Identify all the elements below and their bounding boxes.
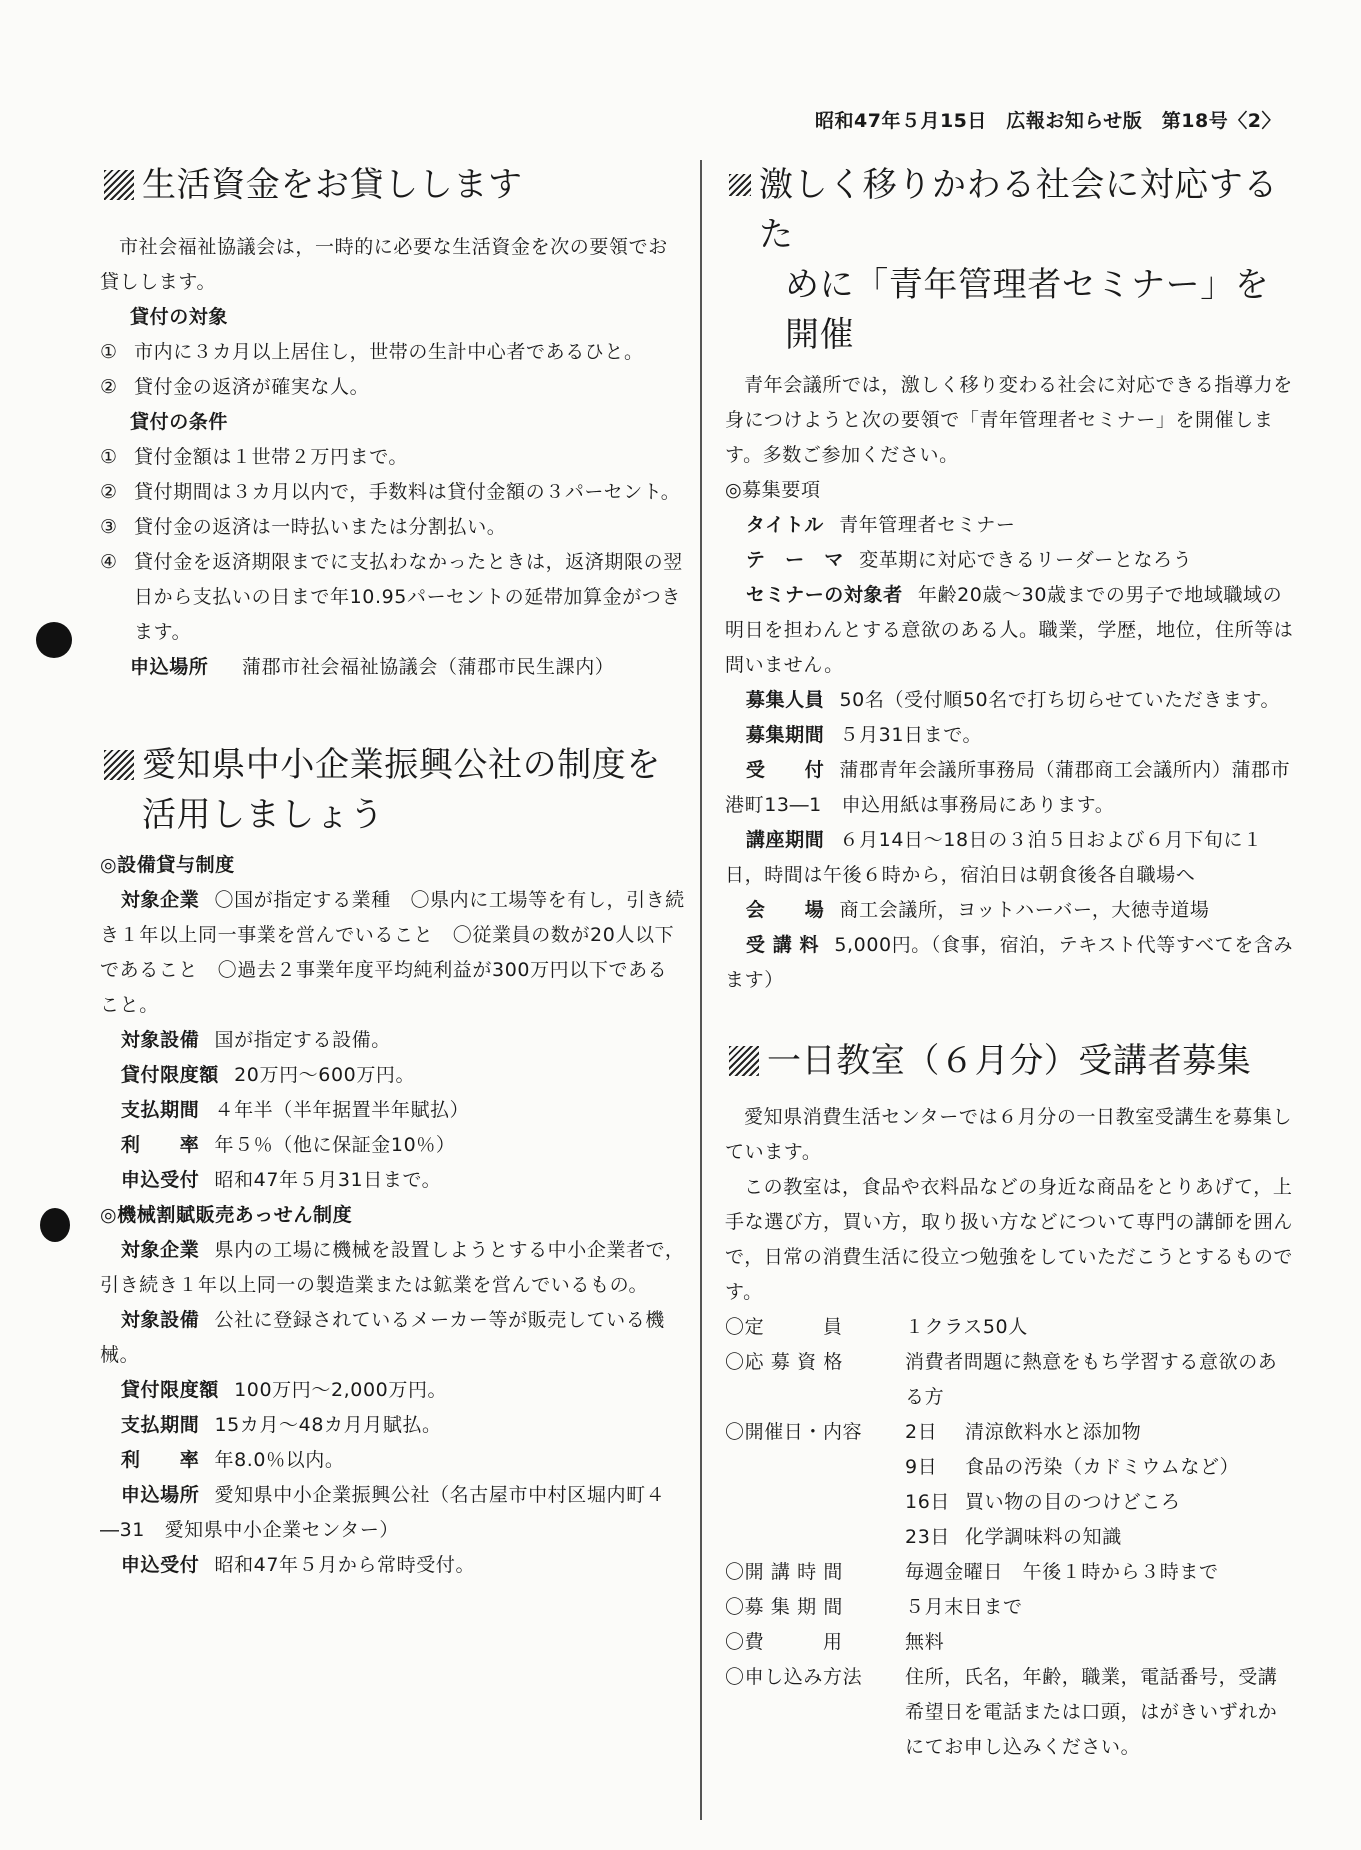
field-label: テ ー マ (745, 549, 844, 571)
list-item (100, 475, 685, 510)
section-title: 一日教室（６月分）受講者募集 (767, 1041, 1252, 1081)
field-row (725, 508, 1295, 543)
field-row (725, 543, 1295, 578)
subheading: ◎募集要項 (725, 479, 821, 501)
subheading: 貸付の条件 (130, 411, 229, 433)
info-row (725, 1660, 1295, 1765)
field-label: 対象設備 (120, 1309, 200, 1331)
field-value: 住所，氏名，年齢，職業，電話番号，受講希望日を電話または口頭，はがきいずれかにてお申し込みください。 (905, 1666, 1278, 1758)
field-value: ４年半（半年据置半年賦払） (214, 1099, 470, 1121)
list-item (100, 510, 685, 545)
field-label: 対象設備 (120, 1029, 200, 1051)
field-value: 年8.0％以内。 (214, 1449, 345, 1471)
field-label: 申込受付 (120, 1169, 200, 1191)
field-label: 〇応 募 資 格 (725, 1351, 843, 1373)
field-label: 〇費 用 (725, 1631, 843, 1653)
field-label: タイトル (745, 514, 824, 536)
item-number: ③ (100, 516, 118, 538)
item-text: 貸付金額は１世帯２万円まで。 (134, 446, 409, 468)
field-label: 〇申し込み方法 (725, 1666, 863, 1688)
hatch-icon (729, 1046, 759, 1076)
item-text: 市内に３カ月以上居住し，世帯の生計中心者であるひと。 (134, 341, 644, 363)
apply-line (100, 650, 685, 685)
field-value: 昭和47年５月31日まで。 (214, 1169, 442, 1191)
field-value: ５月末日まで (905, 1596, 1023, 1618)
schedule-day: 9日 (905, 1456, 938, 1478)
section-title: 活用しましょう (142, 795, 385, 835)
field-row (100, 1303, 685, 1373)
subheading: ◎設備貸与制度 (100, 854, 235, 876)
field-value: 5,000円。（食事，宿泊，テキスト代等すべてを含みます） (725, 934, 1294, 991)
column-divider (700, 160, 702, 1820)
field-value: 商工会議所，ヨットハーバー，大徳寺道場 (839, 899, 1210, 921)
field-row (725, 928, 1295, 998)
item-text: 貸付金の返済が確実な人。 (134, 376, 370, 398)
field-label: 対象企業 (120, 1239, 200, 1261)
field-value: 〇国が指定する業種 〇県内に工場等を有し，引き続き１年以上同一事業を営んでいること 〇従業員の数が20人以下であること 〇過去２事業年度平均純利益が300万円以下であること。 (100, 889, 685, 1016)
section-title: 生活資金をお貸しします (142, 165, 523, 205)
subheading: 貸付の対象 (130, 306, 229, 328)
field-value: ６月14日～18日の３泊５日および６月下旬に１日，時間は午後６時から，宿泊日は朝食後各自職場へ (725, 829, 1263, 886)
field-row (100, 1058, 685, 1093)
field-value: 国が指定する設備。 (214, 1029, 391, 1051)
field-label: 募集期間 (745, 724, 825, 746)
hatch-icon (729, 174, 751, 196)
list-item (100, 370, 685, 405)
field-label: 申込場所 (120, 1484, 200, 1506)
field-label: 貸付限度額 (120, 1379, 219, 1401)
field-value: 20万円～600万円。 (234, 1064, 416, 1086)
field-row (100, 1478, 685, 1548)
schedule-row (725, 1415, 1295, 1555)
field-row (100, 1023, 685, 1058)
section-title: 愛知県中小企業振興公社の制度を (142, 745, 661, 785)
section-title: 激しく移りかわる社会に対応するた (759, 165, 1278, 255)
item-number: ② (100, 376, 118, 398)
section-title: めに「青年管理者セミナー」を開催 (785, 265, 1270, 355)
paragraph: 愛知県消費生活センターでは６月分の一日教室受講生を募集しています。 (725, 1106, 1293, 1163)
field-value: 昭和47年５月から常時受付。 (214, 1554, 476, 1576)
field-row (100, 883, 685, 1023)
field-label: 利 率 (120, 1134, 200, 1156)
list-item (100, 335, 685, 370)
field-row (100, 1128, 685, 1163)
schedule-day: 23日 (905, 1526, 950, 1548)
info-row (725, 1590, 1295, 1625)
field-label: 貸付限度額 (120, 1064, 219, 1086)
field-label: 〇募 集 期 間 (725, 1596, 843, 1618)
intro-paragraph: 青年会議所では，激しく移り変わる社会に対応できる指導力を身につけようと次の要領で「青年管理者セミナー」を開催します。多数ご参加ください。 (725, 374, 1293, 466)
field-label: 対象企業 (120, 889, 200, 911)
schedule-topic: 買い物の目のつけどころ (965, 1491, 1181, 1513)
field-value: 蒲郡市社会福祉協議会（蒲郡市民生課内） (242, 656, 615, 678)
intro-paragraph: 市社会福祉協議会は，一時的に必要な生活資金を次の要領でお貸しします。 (100, 236, 668, 293)
schedule-item (905, 1450, 1295, 1485)
field-value: 蒲郡青年会議所事務局（蒲郡商工会議所内）蒲郡市港町13―1 申込用紙は事務局にあります。 (725, 759, 1291, 816)
section-heading (100, 160, 685, 210)
field-value: 無料 (905, 1631, 945, 1653)
field-label: 〇開 講 時 間 (725, 1561, 843, 1583)
field-label: 受 付 (745, 759, 825, 781)
field-value: ５月31日まで。 (839, 724, 983, 746)
field-row (100, 1233, 685, 1303)
item-number: ① (100, 446, 118, 468)
field-value: 愛知県中小企業振興公社（名古屋市中村区堀内町４―31 愛知県中小企業センター） (100, 1484, 666, 1541)
schedule-topic: 食品の汚染（カドミウムなど） (965, 1456, 1240, 1478)
field-row (725, 578, 1295, 683)
field-value: 変革期に対応できるリーダーとなろう (859, 549, 1193, 571)
item-text: 貸付金を返済期限までに支払わなかったときは，返済期限の翌日から支払いの日まで年10.95パーセントの延帯加算金がつきます。 (134, 551, 683, 643)
right-column (725, 160, 1295, 1765)
section-heading (725, 1036, 1295, 1086)
field-label: 募集人員 (745, 689, 825, 711)
field-value: 毎週金曜日 午後１時から３時まで (905, 1561, 1219, 1583)
field-row (100, 1443, 685, 1478)
field-row (100, 1408, 685, 1443)
left-column (100, 160, 685, 1583)
field-row (100, 1093, 685, 1128)
field-value: 100万円～2,000万円。 (234, 1379, 448, 1401)
field-label: 支払期間 (120, 1414, 200, 1436)
schedule-day: 16日 (905, 1491, 950, 1513)
field-row (725, 753, 1295, 823)
field-label: 利 率 (120, 1449, 200, 1471)
field-label: 〇開催日・内容 (725, 1421, 863, 1443)
field-value: 青年管理者セミナー (839, 514, 1016, 536)
schedule-item (905, 1485, 1295, 1520)
hatch-icon (104, 170, 134, 200)
section-heading (725, 160, 1295, 360)
schedule-item (905, 1415, 1295, 1450)
field-label: 申込受付 (120, 1554, 200, 1576)
field-label: 会 場 (745, 899, 825, 921)
info-row (725, 1555, 1295, 1590)
field-label: 〇定 員 (725, 1316, 843, 1338)
field-value: 年齢20歳～30歳までの男子で地域職域の明日を担わんとする意欲のある人。職業，学歴，地位，住所等は問いません。 (725, 584, 1294, 676)
list-item (100, 545, 685, 650)
hatch-icon (104, 750, 134, 780)
schedule-topic: 清涼飲料水と添加物 (965, 1421, 1142, 1443)
field-label: 申込場所 (130, 656, 209, 678)
field-value: 消費者問題に熱意をもち学習する意欲のある方 (905, 1351, 1278, 1408)
field-label: 支払期間 (120, 1099, 200, 1121)
field-value: 公社に登録されているメーカー等が販売している機械。 (100, 1309, 665, 1366)
info-row (725, 1310, 1295, 1345)
issue-header: 昭和47年５月15日 広報お知らせ版 第18号〈2〉 (815, 110, 1281, 132)
field-row (725, 823, 1295, 893)
field-row (100, 1163, 685, 1198)
item-number: ④ (100, 551, 118, 573)
binder-hole (36, 622, 72, 658)
field-value: １クラス50人 (905, 1316, 1028, 1338)
field-row (725, 683, 1295, 718)
field-value: 県内の工場に機械を設置しようとする中小企業者で，引き続き１年以上同一の製造業または鉱業を営んでいるもの。 (100, 1239, 685, 1296)
field-label: セミナーの対象者 (745, 584, 903, 606)
subheading: ◎機械割賦販売あっせん制度 (100, 1204, 353, 1226)
schedule-day: 2日 (905, 1421, 938, 1443)
field-row (725, 893, 1295, 928)
section-heading (100, 740, 685, 840)
list-item (100, 440, 685, 475)
field-value: 年５％（他に保証金10％） (214, 1134, 456, 1156)
field-row (725, 718, 1295, 753)
field-value: 15カ月～48カ月月賦払。 (214, 1414, 442, 1436)
info-row (725, 1345, 1295, 1415)
schedule-topic: 化学調味料の知識 (965, 1526, 1122, 1548)
info-row (725, 1625, 1295, 1660)
field-label: 講座期間 (745, 829, 825, 851)
field-label: 受 講 料 (745, 934, 820, 956)
binder-hole (40, 1208, 70, 1242)
schedule-item (905, 1520, 1295, 1555)
paragraph: この教室は，食品や衣料品などの身近な商品をとりあげて，上手な選び方，買い方，取り扱い方などについて専門の講師を囲んで，日常の消費生活に役立つ勉強をしていただこうとするものです。 (725, 1176, 1294, 1303)
field-row (100, 1373, 685, 1408)
item-text: 貸付期間は３カ月以内で，手数料は貸付金額の３パーセント。 (134, 481, 681, 503)
item-number: ② (100, 481, 118, 503)
item-text: 貸付金の返済は一時払いまたは分割払い。 (134, 516, 507, 538)
field-value: 50名（受付順50名で打ち切らせていただきます。 (839, 689, 1281, 711)
item-number: ① (100, 341, 118, 363)
field-row (100, 1548, 685, 1583)
